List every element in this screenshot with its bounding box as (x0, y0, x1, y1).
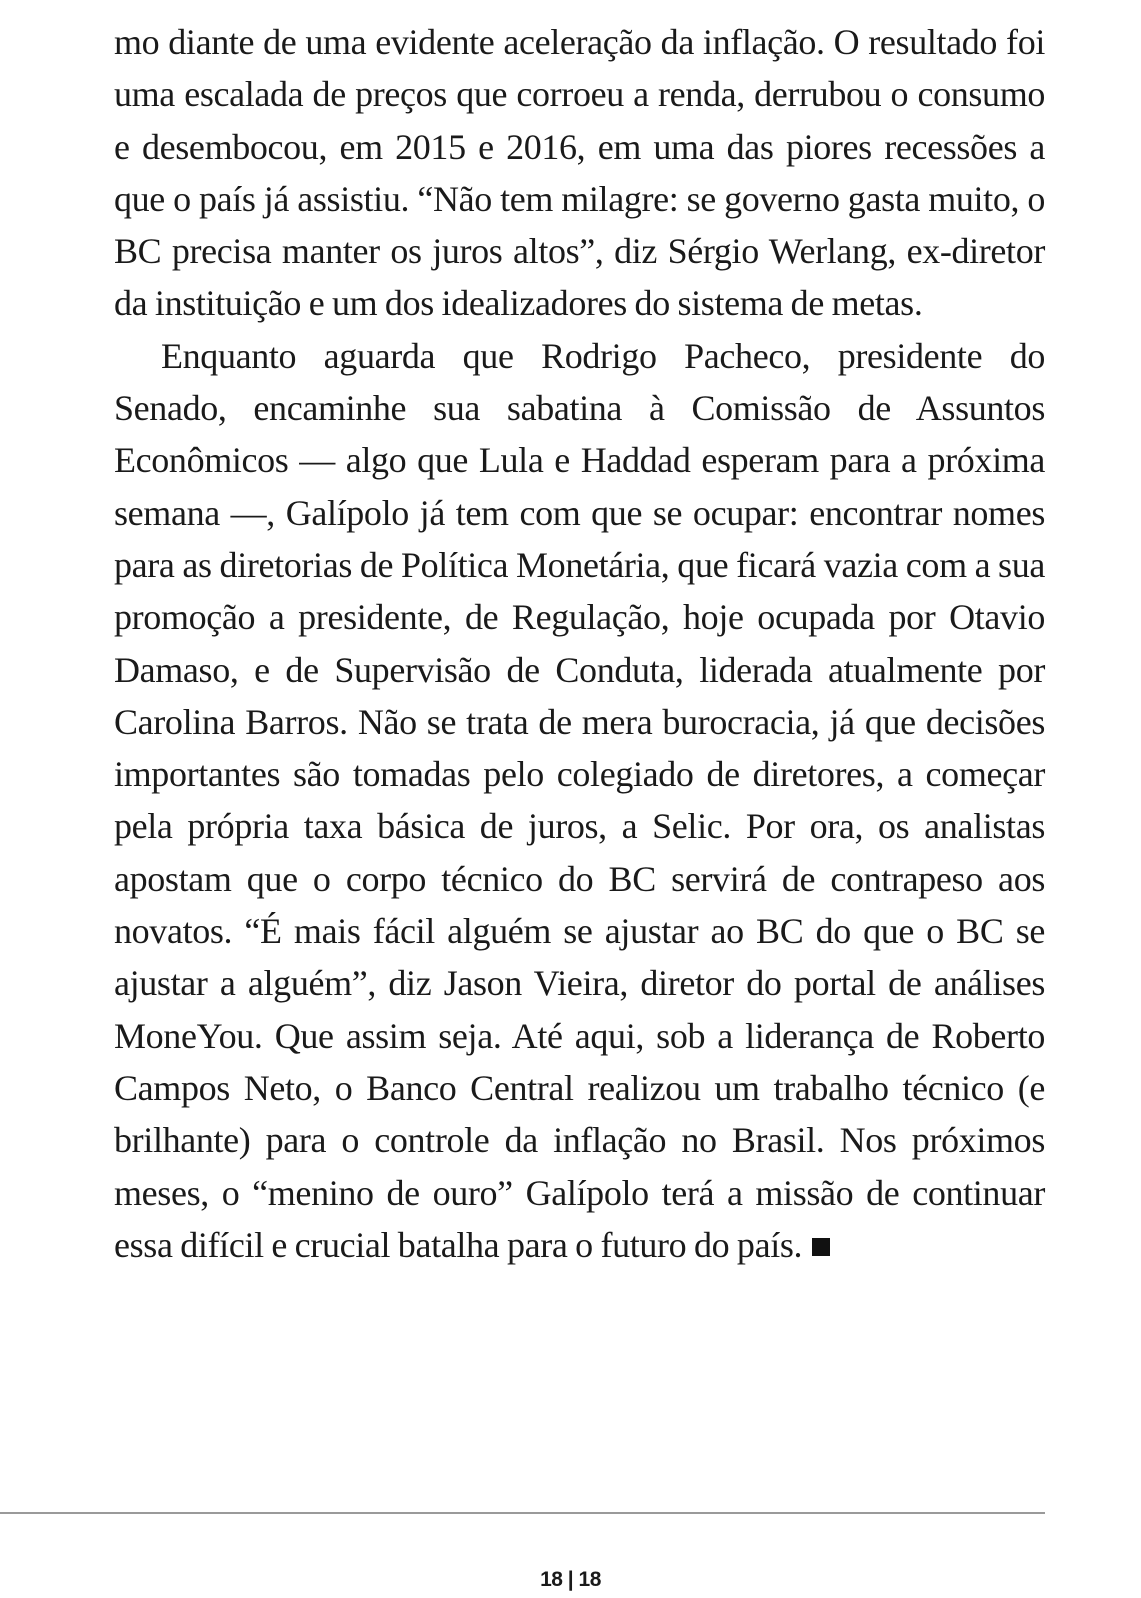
article-paragraph-2-text: Enquanto aguarda que Rodrigo Pacheco, presidente do Senado, encaminhe sua sabatina à Comissão de Assuntos Econômicos — algo que Lula e Haddad esperam para a próxima semana —, Galípolo já tem com que se ocupar: encontrar nomes para as diretorias de Política Monetária, que ficará vazia com a sua promoção a presidente, de Regulação, hoje ocupada por Otavio Damaso, e de Supervisão de Conduta, liderada atualmente por Carolina Barros. Não se trata de mera burocracia, já que decisões importantes são tomadas pelo colegiado de diretores, a começar pela própria taxa básica de juros, a Selic. Por ora, os analistas apostam que o corpo técnico do BC servirá de contrapeso aos novatos. “É mais fácil alguém se ajustar ao BC do que o BC se ajustar a alguém”, diz Jason Vieira, diretor do portal de análises MoneYou. Que assim seja. Até aqui, sob a liderança de Roberto Campos Neto, o Banco Central realizou um trabalho técnico (e brilhante) para o controle da inflação no Brasil. Nos próximos meses, o “menino de ouro” Galípolo terá a missão de continuar essa difícil e crucial batalha para o futuro do país. (114, 335, 1045, 1265)
page-number: 18 | 18 (540, 1568, 601, 1591)
article-paragraph-1: mo diante de uma evidente aceleração da inflação. O resultado foi uma escalada de preços que corroeu a renda, derrubou o consumo e desembocou, em 2015 e 2016, em uma das piores recessões a que o país já assistiu. “Não tem milagre: se governo gasta muito, o BC precisa manter os juros altos”, diz Sérgio Werlang, ex-diretor da instituição e um dos idealizadores do sistema de metas. (114, 22, 1045, 324)
footer-divider (0, 1512, 1045, 1514)
article-body (114, 16, 1045, 1271)
article-paragraph-2 (114, 330, 1045, 1271)
end-of-article-mark (812, 1238, 830, 1256)
